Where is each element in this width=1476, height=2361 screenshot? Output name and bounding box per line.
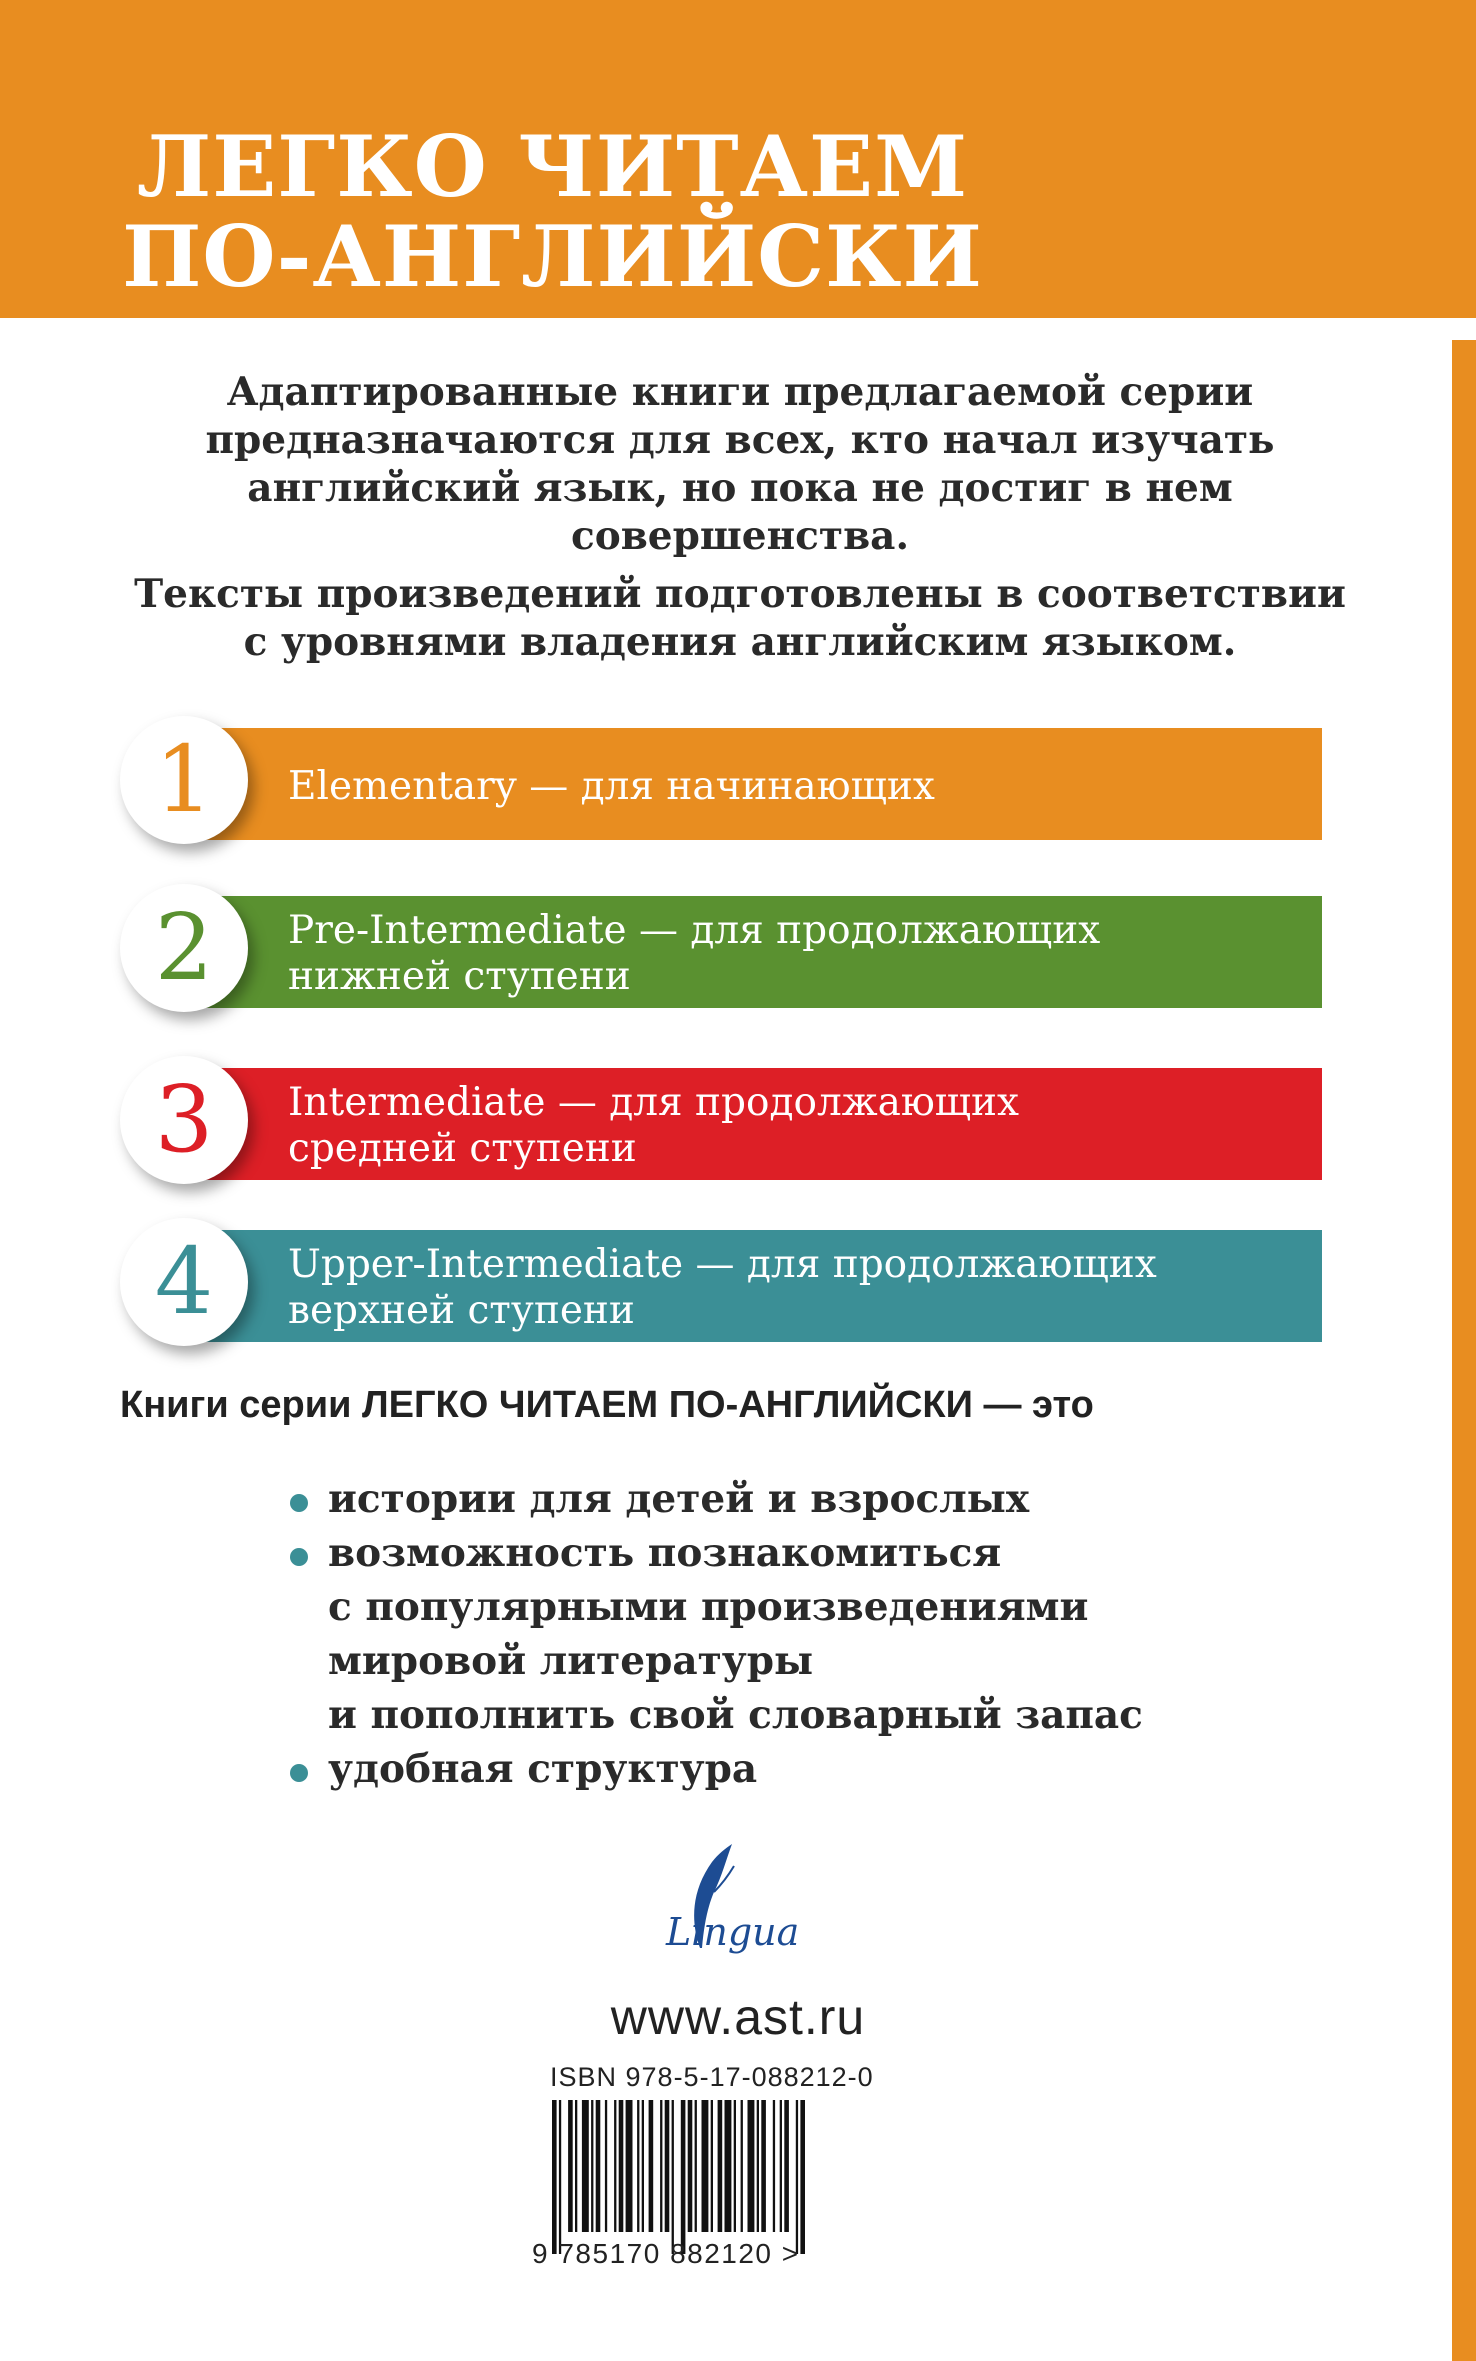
barcode-bar [796,2100,798,2254]
level-label-line: Intermediate — для продолжающих [288,1080,1020,1125]
publisher-url: www.ast.ru [610,1989,866,2045]
level-label-line: верхней ступени [288,1288,635,1333]
barcode-bar [761,2100,766,2232]
barcode-bar [596,2100,601,2232]
list-item [290,1742,1190,1796]
level-label-line: Pre-Intermediate — для продолжающих [288,908,1101,953]
barcode-bar [649,2100,654,2232]
level-number-badge: 1 [120,716,248,844]
barcode-bar [591,2100,593,2232]
level-label-line: средней ступени [288,1126,637,1171]
intro-line: с уровнями владения английским языком. [243,619,1237,665]
barcode-bar [605,2100,607,2232]
barcode-bar [619,2100,624,2232]
level-label [288,1080,1318,1172]
title-line-1: ЛЕГКО ЧИТАЕМ [136,117,969,216]
list-item-line: мировой литературы [328,1638,814,1684]
barcode-bar [800,2100,805,2254]
list-item [290,1472,1190,1526]
barcode-bar [642,2100,644,2232]
barcode-bar [637,2100,639,2232]
barcode-bar [660,2100,662,2232]
barcode-bar [575,2100,577,2232]
bullet-dot-icon [290,1764,308,1782]
intro-line: совершенства. [570,513,910,559]
barcode-bar [725,2100,732,2232]
barcode-bar [681,2100,686,2254]
barcode-bar [614,2100,616,2232]
intro-paragraph-2 [100,570,1380,666]
level-item-2 [0,884,1476,1024]
level-item-4 [0,1218,1476,1358]
intro-paragraph-1 [100,368,1380,560]
level-label [288,1242,1318,1334]
intro-line: предназначаются для всех, кто начал изучать [205,417,1275,463]
barcode-bar [552,2100,557,2254]
barcode-bar [780,2100,782,2232]
barcode-bar [734,2100,736,2232]
intro-line: Тексты произведений подготовлены в соответствии [134,571,1346,617]
series-summary-line: Книги серии ЛЕГКО ЧИТАЕМ ПО-АНГЛИЙСКИ — это [120,1384,1094,1426]
list-item-line: и пополнить свой словарный запас [328,1692,1143,1738]
barcode-bar [672,2100,674,2254]
bullet-dot-icon [290,1494,308,1512]
isbn-number: ISBN 978-5-17-088212-0 [550,2062,874,2092]
barcode-bar [784,2100,789,2232]
barcode-bar [626,2100,633,2232]
barcode-digits: 9 785170 882120 > [532,2238,800,2269]
list-item [290,1526,1190,1742]
level-number-badge: 2 [120,884,248,1012]
intro-line: Адаптированные книги предлагаемой серии [226,369,1254,415]
barcode-bar [718,2100,723,2232]
level-label-line: Upper-Intermediate — для продолжающих [288,1242,1157,1287]
barcode-icon [552,2100,882,2254]
level-number-badge: 3 [120,1056,248,1184]
level-item-3 [0,1056,1476,1196]
barcode-bar [688,2100,693,2232]
barcode-bar [748,2100,755,2232]
feature-list [290,1472,1190,1796]
level-label-line: нижней ступени [288,954,631,999]
barcode-bar [702,2100,709,2232]
list-item-line: удобная структура [328,1746,758,1792]
title-line-2: ПО-АНГЛИЙСКИ [122,207,983,306]
barcode-bar [582,2100,589,2232]
level-item-1 [0,716,1476,856]
barcode-bar [757,2100,759,2232]
barcode-bar [741,2100,743,2232]
bullet-dot-icon [290,1548,308,1566]
level-label [288,908,1318,1000]
barcode-bar [773,2100,775,2232]
barcode-bar [695,2100,697,2232]
barcode-bar [559,2100,561,2254]
barcode-bar [665,2100,670,2232]
intro-line: английский язык, но пока не достиг в нем [247,465,1233,511]
list-item-line: возможность познакомиться [328,1530,1002,1576]
header-band [0,0,1476,318]
list-item-line: с популярными произведениями [328,1584,1089,1630]
level-label [288,764,1318,810]
list-item-line: истории для детей и взрослых [328,1476,1030,1522]
level-label-line: Elementary — для начинающих [288,764,935,809]
barcode-bar [711,2100,713,2232]
level-number-badge: 4 [120,1218,248,1346]
book-series-title [0,117,1105,306]
barcode-bar [568,2100,573,2232]
publisher-logo-text: Lingua [666,1910,800,1954]
